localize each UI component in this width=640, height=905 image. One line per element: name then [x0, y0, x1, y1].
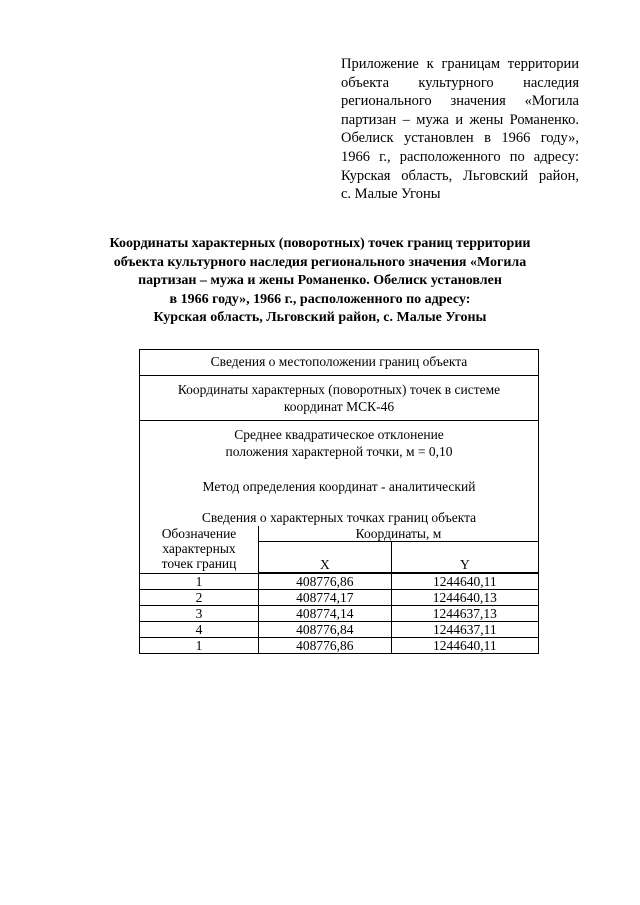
coordinates-table: [139, 349, 539, 654]
table-header-row: [140, 526, 538, 542]
header-text: характерных: [162, 541, 236, 556]
coordinate-system-line: Координаты характерных (поворотных) точек в системе: [177, 382, 501, 397]
points-table: [140, 526, 538, 653]
y-cell: 1244640,13: [391, 590, 538, 606]
title-line: в 1966 году», 1966 г., расположенного по адресу:: [169, 291, 471, 307]
table-row: [140, 622, 538, 638]
table-row: [140, 606, 538, 622]
accuracy-section: [140, 421, 538, 526]
accuracy-line: положения характерной точки, м = 0,10: [225, 444, 453, 459]
coordinates-column-header: Координаты, м: [259, 526, 539, 542]
accuracy-line: Среднее квадратическое отклонение: [234, 427, 444, 442]
header-text: точек границ: [161, 556, 237, 571]
y-column-header: Y: [391, 542, 538, 574]
appendix-line: регионального значения «Могила: [341, 93, 579, 110]
x-column-header: X: [259, 542, 392, 574]
appendix-line: с. Малые Угоны: [341, 186, 441, 203]
y-cell: 1244637,11: [391, 622, 538, 638]
table-row: [140, 590, 538, 606]
title-line: Координаты характерных (поворотных) точек границ территории: [109, 236, 531, 251]
appendix-line: Курская область, Льговский район,: [341, 167, 579, 184]
x-cell: 408776,84: [259, 622, 392, 638]
appendix-line: 1966 г., расположенного по адресу:: [341, 148, 579, 165]
point-cell: 2: [140, 590, 259, 606]
appendix-line: Обелиск установлен в 1966 году»,: [341, 130, 579, 147]
coordinate-system-line: координат МСК-46: [283, 399, 395, 414]
y-cell: 1244637,13: [391, 606, 538, 622]
points-caption: Сведения о характерных точках границ объекта: [201, 510, 477, 525]
x-cell: 408774,17: [259, 590, 392, 606]
title-line: объекта культурного наследия регионального значения «Могила: [113, 254, 527, 270]
header-text: Обозначение: [161, 526, 237, 541]
point-cell: 4: [140, 622, 259, 638]
x-cell: 408776,86: [259, 638, 392, 654]
point-cell: 1: [140, 638, 259, 654]
table-row: [140, 573, 538, 590]
appendix-line: объекта культурного наследия: [341, 74, 579, 91]
y-cell: 1244640,11: [391, 573, 538, 590]
x-cell: 408776,86: [259, 573, 392, 590]
point-column-header: [140, 526, 259, 573]
appendix-line: партизан – мужа и жены Романенко.: [341, 111, 579, 128]
table-row: [140, 638, 538, 654]
title-line: Курская область, Льговский район, с. Малые Угоны: [153, 310, 487, 325]
appendix-line: Приложение к границам территории: [341, 56, 579, 72]
location-section: Сведения о местоположении границ объекта: [140, 350, 538, 376]
appendix-note: [341, 55, 579, 204]
method-line: Метод определения координат - аналитический: [202, 479, 476, 494]
point-cell: 3: [140, 606, 259, 622]
point-cell: 1: [140, 573, 259, 590]
x-cell: 408774,14: [259, 606, 392, 622]
document-title: [80, 235, 560, 328]
y-cell: 1244640,11: [391, 638, 538, 654]
coordinate-system-section: [140, 376, 538, 421]
title-line: партизан – мужа и жены Романенко. Обелиск установлен: [138, 273, 502, 288]
